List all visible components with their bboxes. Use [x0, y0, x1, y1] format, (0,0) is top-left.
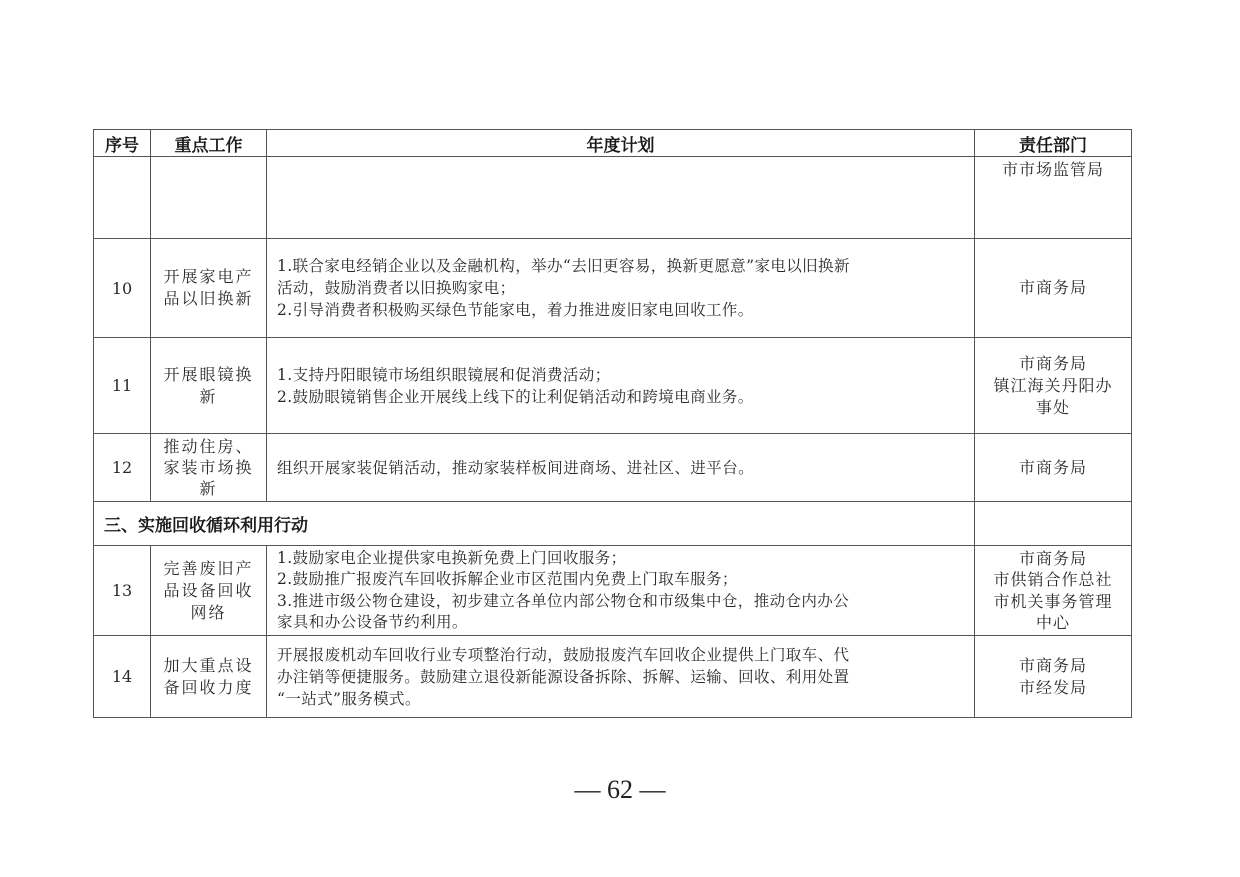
cell-plan	[267, 636, 975, 718]
cell-work	[151, 157, 267, 239]
plan-line: 2.鼓励眼镜销售企业开展线上线下的让利促销活动和跨境电商业务。	[277, 387, 754, 406]
plan-line: 1.联合家电经销企业以及金融机构，举办“去旧更容易，换新更愿意”家电以旧换新	[277, 257, 850, 275]
dept-line: 市机关事务管理	[993, 591, 1113, 611]
dept-line: 中心	[1035, 613, 1070, 632]
work-line: 完善废旧产	[163, 558, 254, 578]
table-row-13	[94, 546, 1132, 636]
plan-line: 组织开展家装促销活动，推动家装样板间进商场、进社区、进平台。	[277, 458, 755, 477]
plan-line: 家具和办公设备节约利用。	[277, 613, 468, 631]
section-heading: 三、实施回收循环利用行动	[94, 502, 975, 546]
section-row	[94, 502, 1132, 546]
cell-num: 11	[94, 338, 151, 434]
cell-dept	[975, 239, 1132, 338]
cell-work	[151, 636, 267, 718]
page-number: — 62 —	[574, 775, 666, 804]
table-row-continued	[94, 157, 1132, 239]
cell-plan	[267, 434, 975, 502]
dept-line: 事处	[1035, 397, 1070, 417]
work-line: 新	[199, 386, 218, 406]
work-line: 新	[199, 479, 218, 498]
table-row-14	[94, 636, 1132, 718]
plan-line: 办注销等便捷服务。鼓励建立退役新能源设备拆除、拆解、运输、回收、利用处置	[277, 667, 850, 686]
cell-num: 12	[94, 434, 151, 502]
cell-dept	[975, 434, 1132, 502]
plan-line: 3.推进市级公物仓建设，初步建立各单位内部公物仓和市级集中仓，推动仓内办公	[277, 591, 850, 610]
plan-line: “一站式”服务模式。	[277, 689, 421, 708]
cell-num: 13	[94, 546, 151, 636]
header-plan: 年度计划	[267, 130, 975, 157]
dept-line: 市供销合作总社	[993, 570, 1113, 589]
dept-line: 市商务局	[1018, 278, 1087, 297]
cell-work	[151, 434, 267, 502]
cell-plan	[267, 338, 975, 434]
cell-plan	[267, 239, 975, 338]
cell-dept	[975, 546, 1132, 636]
dept-line: 市商务局	[1018, 655, 1087, 675]
plan-line: 开展报废机动车回收行业专项整治行动，鼓励报废汽车回收企业提供上门取车、代	[277, 645, 850, 664]
cell-dept	[975, 636, 1132, 718]
dept-line: 镇江海关丹阳办	[993, 375, 1113, 395]
table-header-row	[94, 130, 1132, 157]
work-line: 开展眼镜换	[163, 364, 254, 384]
table-row-12	[94, 434, 1132, 502]
work-line: 家装市场换	[163, 458, 254, 477]
work-line: 网络	[190, 602, 227, 622]
work-line: 备回收力度	[163, 677, 254, 697]
cell-num	[94, 157, 151, 239]
table-row-10	[94, 239, 1132, 338]
cell-dept	[975, 157, 1132, 239]
plan-line: 2.引导消费者积极购买绿色节能家电，着力推进废旧家电回收工作。	[277, 301, 754, 319]
plan-line: 2.鼓励推广报废汽车回收拆解企业市区范围内免费上门取车服务；	[277, 570, 738, 588]
cell-dept	[975, 502, 1132, 546]
dept-line: 市商务局	[1018, 548, 1087, 568]
cell-plan	[267, 157, 975, 239]
work-line: 加大重点设	[163, 655, 254, 675]
plan-table	[93, 129, 1132, 718]
work-line: 品以旧换新	[163, 289, 254, 308]
plan-line: 活动，鼓励消费者以旧换购家电；	[277, 279, 516, 297]
work-line: 开展家电产	[163, 267, 254, 286]
cell-dept	[975, 338, 1132, 434]
header-work: 重点工作	[151, 130, 267, 157]
dept-line: 市商务局	[1018, 457, 1087, 477]
cell-num: 10	[94, 239, 151, 338]
plan-line: 1.鼓励家电企业提供家电换新免费上门回收服务；	[277, 548, 627, 567]
cell-work	[151, 546, 267, 636]
cell-num: 14	[94, 636, 151, 718]
dept-line: 市商务局	[1018, 353, 1087, 373]
work-line: 品设备回收	[163, 580, 254, 600]
table-row-11	[94, 338, 1132, 434]
work-line: 推动住房、	[163, 437, 254, 456]
cell-work	[151, 338, 267, 434]
cell-plan	[267, 546, 975, 636]
dept-line: 市经发局	[1018, 677, 1087, 697]
header-dept: 责任部门	[975, 130, 1132, 157]
cell-work	[151, 239, 267, 338]
dept-line: 市市场监管局	[1001, 160, 1104, 179]
header-num: 序号	[94, 130, 151, 157]
plan-line: 1.支持丹阳眼镜市场组织眼镜展和促消费活动；	[277, 365, 611, 384]
